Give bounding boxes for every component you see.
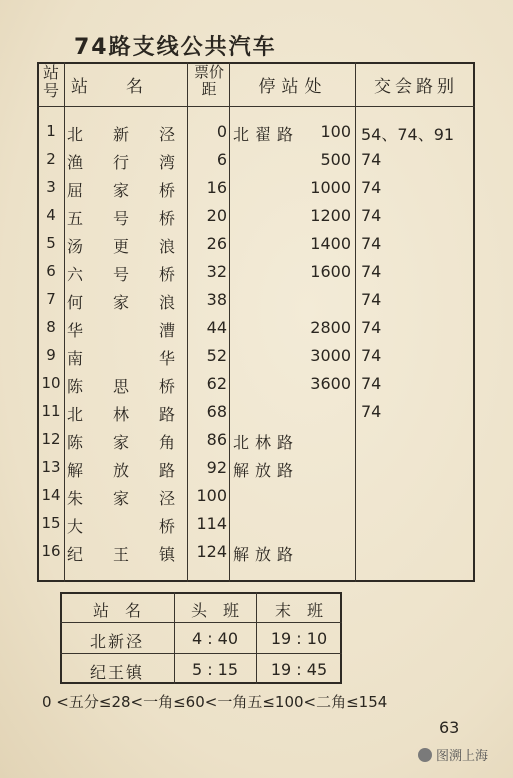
- station-name: [67, 122, 175, 145]
- station-number: 2: [46, 150, 56, 168]
- station-name-char: 漕: [158, 321, 175, 340]
- wechat-icon: [418, 748, 432, 762]
- station-name-char: 路: [158, 405, 175, 424]
- stop-road: 解放路: [233, 461, 300, 480]
- station-number: 8: [46, 318, 56, 336]
- station-name-char: 北: [67, 405, 84, 424]
- station-name-char: 大: [67, 517, 84, 536]
- station-name-char: 何: [67, 293, 84, 312]
- header-stop-location: 停站处: [258, 77, 328, 97]
- stop-number: 3000: [310, 346, 351, 365]
- page-number: 63: [439, 718, 460, 737]
- table-row: [37, 342, 475, 370]
- page-title: 74路支线公共汽车: [74, 35, 277, 60]
- cross-routes: 74: [361, 178, 382, 197]
- station-name-char: 新: [112, 125, 129, 144]
- station-number: 7: [46, 290, 56, 308]
- fare-distance: 38: [206, 290, 227, 309]
- station-name-char: 镇: [158, 545, 175, 564]
- fare-distance: 68: [206, 402, 227, 421]
- table-row: [37, 286, 475, 314]
- station-number: 10: [41, 374, 61, 392]
- table-body: [37, 118, 475, 566]
- station-name-char: 角: [158, 433, 175, 452]
- table-row: [37, 454, 475, 482]
- table-row: [37, 398, 475, 426]
- station-number: 9: [46, 346, 56, 364]
- table-row: [37, 482, 475, 510]
- station-name-char: 号: [112, 265, 129, 284]
- fare-distance: 32: [206, 262, 227, 281]
- station-name-char: 泾: [158, 489, 175, 508]
- station-name: [67, 430, 175, 453]
- fare-distance: 100: [196, 486, 227, 505]
- station-number: 6: [46, 262, 56, 280]
- fare-distance: 62: [206, 374, 227, 393]
- station-name: [67, 234, 175, 257]
- station-name-char: 南: [67, 349, 84, 368]
- schedule-header-first: 头 班: [190, 601, 239, 620]
- table-row: [37, 230, 475, 258]
- station-name-char: 桥: [158, 209, 175, 228]
- col-divider: [174, 592, 175, 684]
- station-name: [67, 262, 175, 285]
- cross-routes: 74: [361, 318, 382, 337]
- route-table: [37, 62, 475, 582]
- table-row: [37, 258, 475, 286]
- table-row: [37, 146, 475, 174]
- station-name-char: 浪: [158, 237, 175, 256]
- station-name: [67, 206, 175, 229]
- station-number: 16: [41, 542, 61, 560]
- schedule-table: [60, 592, 342, 684]
- fare-distance: 114: [196, 514, 227, 533]
- cross-routes: 74: [361, 290, 382, 309]
- row-divider: [60, 653, 342, 654]
- table-row: [37, 118, 475, 146]
- schedule-row-last: 19 : 45: [270, 660, 328, 679]
- station-name-char: 桥: [158, 517, 175, 536]
- stop-number: 1000: [310, 178, 351, 197]
- station-name: [67, 486, 175, 509]
- stop-road: 解放路: [233, 545, 300, 564]
- fare-distance: 86: [206, 430, 227, 449]
- schedule-header-name: 站 名: [92, 601, 141, 620]
- station-name: [67, 514, 175, 537]
- station-name: [67, 402, 175, 425]
- fare-distance: 16: [206, 178, 227, 197]
- fare-distance: 124: [196, 542, 227, 561]
- station-number: 3: [46, 178, 56, 196]
- stop-road: 北林路: [233, 433, 300, 452]
- watermark-text: 图溯上海: [436, 749, 489, 764]
- cross-routes: 74: [361, 402, 382, 421]
- station-name-char: 家: [112, 293, 129, 312]
- station-number: 12: [41, 430, 61, 448]
- schedule-row-name: 纪王镇: [89, 663, 144, 682]
- station-name-char: 桥: [158, 377, 175, 396]
- station-name-char: 思: [112, 377, 129, 396]
- station-name: [67, 178, 175, 201]
- fare-distance: 6: [216, 150, 227, 169]
- station-name-char: 六: [67, 265, 84, 284]
- station-number: 1: [46, 122, 56, 140]
- stop-number: 1200: [310, 206, 351, 225]
- schedule-row-name: 北新泾: [89, 632, 144, 651]
- stop-number: 1400: [310, 234, 351, 253]
- station-name-char: 纪: [67, 545, 84, 564]
- station-name-char: 家: [112, 181, 129, 200]
- table-row: [37, 426, 475, 454]
- station-name-char: 家: [112, 489, 129, 508]
- cross-routes: 54、74、91: [361, 125, 455, 144]
- station-name: [67, 458, 175, 481]
- station-name: [67, 290, 175, 313]
- station-name: [67, 374, 175, 397]
- station-name-char: [113, 318, 129, 341]
- stop-number: 1600: [310, 262, 351, 281]
- fare-distance: 20: [206, 206, 227, 225]
- table-row: [37, 510, 475, 538]
- fare-distance: 44: [206, 318, 227, 337]
- station-name-char: 桥: [158, 181, 175, 200]
- station-number: 11: [41, 402, 61, 420]
- cross-routes: 74: [361, 346, 382, 365]
- station-name-char: 泾: [158, 125, 175, 144]
- header-cross-routes: 交会路别: [374, 77, 458, 97]
- station-name-char: 屈: [67, 181, 84, 200]
- schedule-header-last: 末 班: [274, 601, 323, 620]
- station-name-char: [113, 346, 129, 369]
- station-name-char: 华: [158, 349, 175, 368]
- header-divider: [37, 106, 475, 107]
- stop-road: 北翟路: [233, 125, 300, 144]
- stop-number: 2800: [310, 318, 351, 337]
- station-name-char: 陈: [67, 433, 84, 452]
- station-name-char: 更: [112, 237, 129, 256]
- table-row: [37, 174, 475, 202]
- fare-note: 0 <五分≤28<一角≤60<一角五≤100<二角≤154: [42, 693, 388, 711]
- station-name-char: 桥: [158, 265, 175, 284]
- cross-routes: 74: [361, 206, 382, 225]
- stop-number: 500: [320, 150, 351, 169]
- schedule-row-first: 4 : 40: [191, 629, 239, 648]
- table-row: [37, 370, 475, 398]
- station-name-char: 号: [112, 209, 129, 228]
- station-number: 13: [41, 458, 61, 476]
- station-name-char: 家: [112, 433, 129, 452]
- station-name-char: 湾: [158, 153, 175, 172]
- table-row: [37, 314, 475, 342]
- station-name-char: 华: [67, 321, 84, 340]
- cross-routes: 74: [361, 234, 382, 253]
- fare-distance: 26: [206, 234, 227, 253]
- cross-routes: 74: [361, 150, 382, 169]
- station-name: [67, 318, 175, 341]
- schedule-row-first: 5 : 15: [191, 660, 239, 679]
- station-name-char: 解: [67, 461, 84, 480]
- station-number: 4: [46, 206, 56, 224]
- header-fare-distance: 票价距: [193, 63, 224, 98]
- station-name-char: 朱: [67, 489, 84, 508]
- table-row: [37, 538, 475, 566]
- station-name-char: 五: [67, 209, 84, 228]
- fare-distance: 92: [206, 458, 227, 477]
- station-name-char: 北: [67, 125, 84, 144]
- station-name-char: 林: [112, 405, 129, 424]
- station-name-char: 王: [112, 545, 129, 564]
- station-name: [67, 542, 175, 565]
- schedule-row-last: 19 : 10: [270, 629, 328, 648]
- header-station-no: 站号: [42, 63, 59, 100]
- table-row: [37, 202, 475, 230]
- station-name-char: 浪: [158, 293, 175, 312]
- fare-distance: 52: [206, 346, 227, 365]
- stop-number: 3600: [310, 374, 351, 393]
- station-name-char: 陈: [67, 377, 84, 396]
- station-name-char: 渔: [67, 153, 84, 172]
- station-name-char: 放: [112, 461, 129, 480]
- stop-number: 100: [320, 122, 351, 141]
- station-name: [67, 150, 175, 173]
- station-name-char: 汤: [67, 237, 84, 256]
- cross-routes: 74: [361, 262, 382, 281]
- station-number: 15: [41, 514, 61, 532]
- row-divider: [60, 622, 342, 623]
- header-station-name: 站名: [71, 77, 181, 97]
- station-name-char: 路: [158, 461, 175, 480]
- fare-distance: 0: [216, 122, 227, 141]
- station-name: [67, 346, 175, 369]
- watermark: [418, 745, 488, 764]
- station-number: 14: [41, 486, 61, 504]
- station-name-char: [113, 514, 129, 537]
- col-divider: [256, 592, 257, 684]
- station-name-char: 行: [112, 153, 129, 172]
- cross-routes: 74: [361, 374, 382, 393]
- station-number: 5: [46, 234, 56, 252]
